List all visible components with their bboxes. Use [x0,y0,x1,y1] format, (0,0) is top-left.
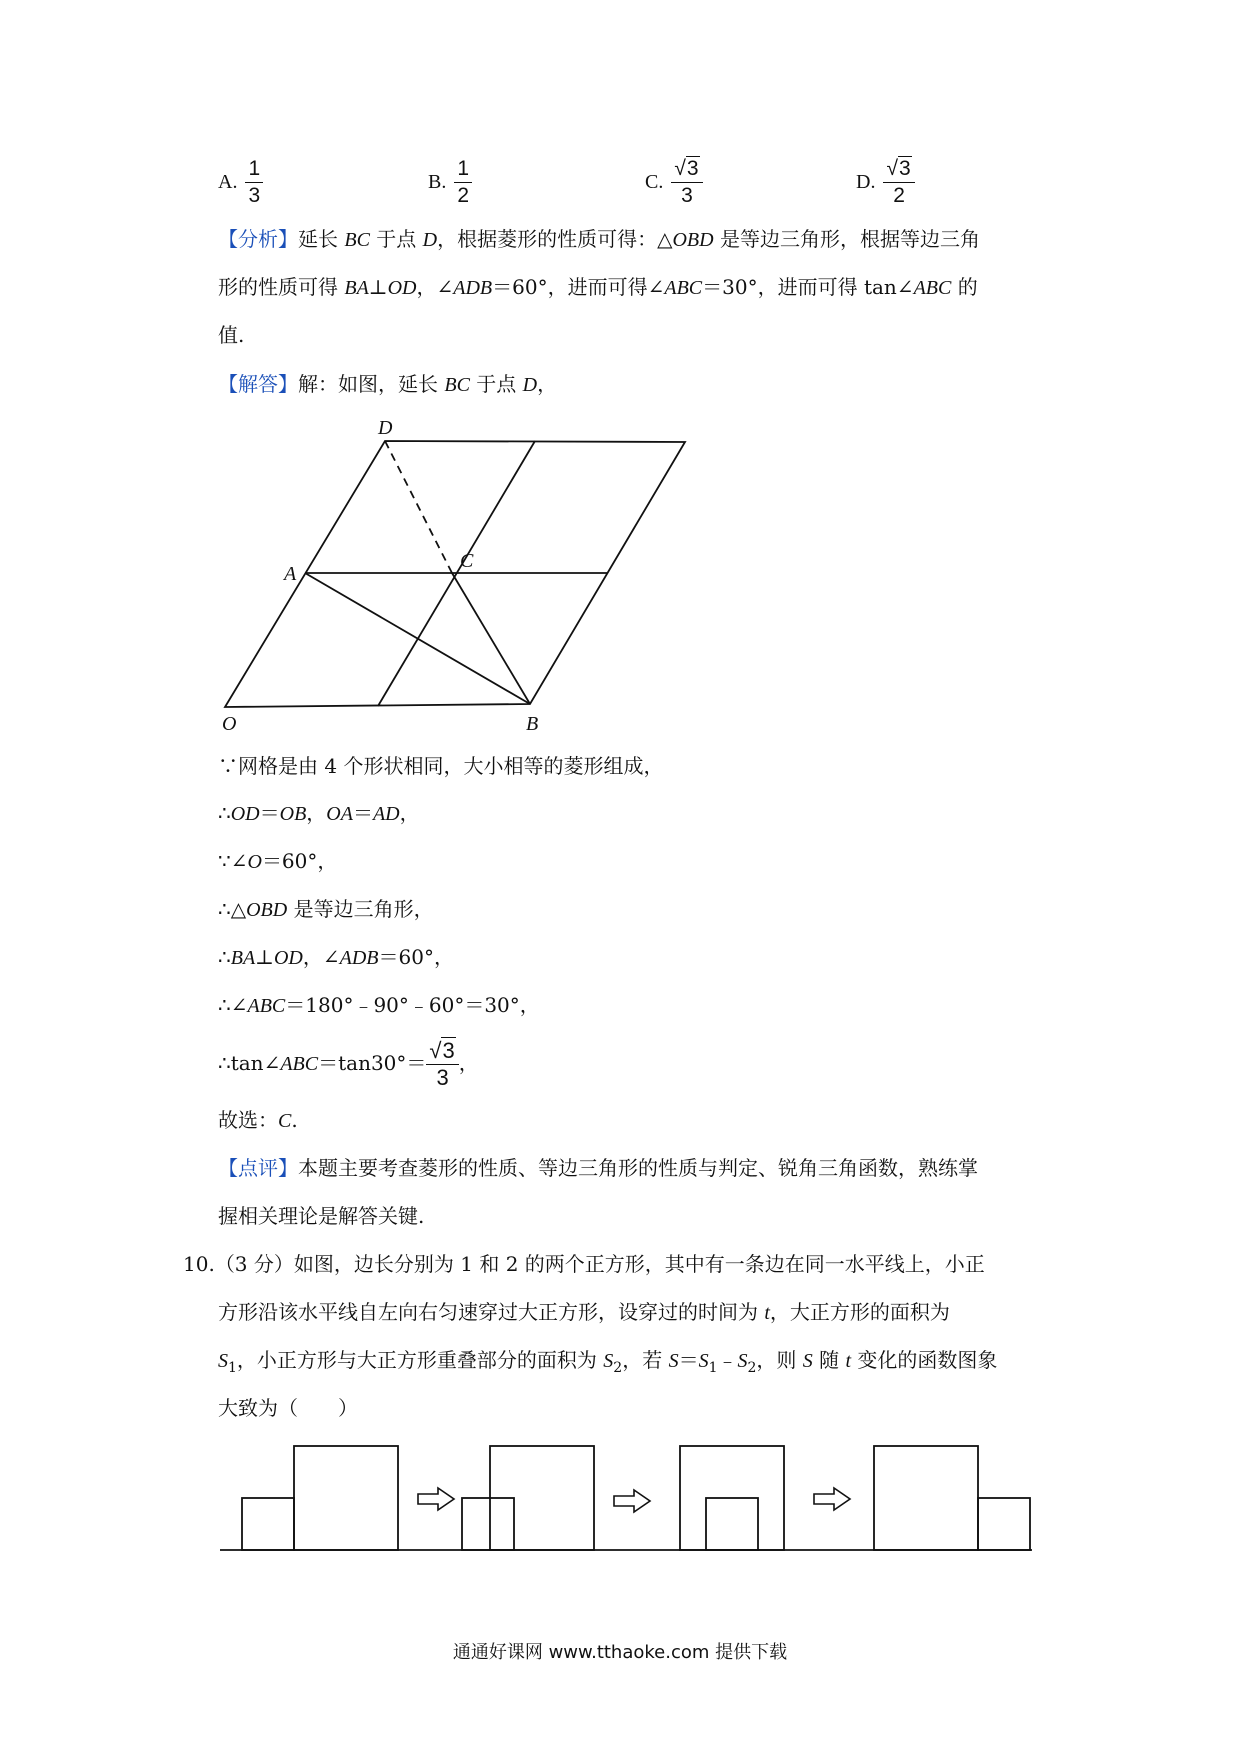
option-fraction: $\frac{1}{2}$ [454,156,472,209]
tan-fraction: $\frac{√3}{3}$ [426,1038,458,1091]
comment-line-2: 握相关理论是解答关键. [218,1204,425,1228]
option-label: C. [645,171,664,193]
question-line-4: 大致为（ ） [218,1396,358,1420]
option-d [856,156,915,209]
solution-step-5: ∴BA⊥OD，∠ADB＝60°， [218,945,454,969]
small-square [978,1498,1030,1550]
option-label: D. [856,171,876,193]
arrow-right-icon [418,1488,454,1510]
comment-tag: 【点评】 [218,1156,298,1180]
page-footer: 通通好课网 www.tthaoke.com 提供下载 [452,1642,788,1663]
question-number: 10. [183,1252,215,1276]
small-square [462,1498,514,1550]
arrow-right-icon [814,1488,850,1510]
solution-step-3: ∵∠O＝60°， [218,849,338,873]
solution-step-6: ∴∠ABC＝180°﹣90°﹣60°＝30°， [218,993,540,1017]
squares-motion-figure [210,1440,1040,1560]
option-fraction: $\frac{√3}{2}$ [883,156,914,209]
analysis-line-1: 【分析】延长 BC 于点 D，根据菱形的性质可得：△OBD 是等边三角形，根据等边三角 [218,227,980,251]
option-fraction: $\frac{√3}{3}$ [671,156,702,209]
solution-step-1: ∵网格是由 4 个形状相同，大小相等的菱形组成， [218,754,664,778]
analysis-tag: 【分析】 [218,227,298,251]
arrow-right-icon [614,1490,650,1512]
option-label: B. [428,171,447,193]
solution-intro: 【解答】解：如图，延长 BC 于点 D， [218,372,558,396]
option-c [645,156,703,209]
option-b [428,156,472,209]
solution-step-4: ∴△OBD 是等边三角形， [218,897,434,921]
comment-line-1: 【点评】本题主要考查菱形的性质、等边三角形的性质与判定、锐角三角函数，熟练掌 [218,1156,978,1180]
option-label: A. [218,171,238,193]
segment-bd-solid [452,573,530,704]
rhombus-grid-figure [210,410,700,730]
point-label-a: A [284,563,297,585]
small-square [242,1498,294,1550]
point-label-o: O [222,713,237,730]
point-label-b: B [526,713,539,730]
point-label-d: D [378,417,393,439]
solution-tag: 【解答】 [218,372,298,396]
segment-cd-dashed [385,441,452,573]
option-fraction: $\frac{1}{3}$ [245,156,263,209]
solution-tan-step: ∴tan∠ABC＝tan30°＝ $\frac{√3}{3}$ ， [218,1038,479,1090]
question-line-3: $S_1$，小正方形与大正方形重叠部分的面积为 $S_2$，若 $S=S_1﹣S_2$，则 S 随 t 变化的函数图象 [218,1348,998,1376]
sqrt-sign: √3 [429,1038,455,1063]
option-a [218,156,263,209]
large-square [294,1446,398,1550]
sqrt-sign: √3 [674,157,699,180]
solution-answer: 故选：C. [218,1108,298,1132]
analysis-line-3: 值. [218,323,245,347]
sqrt-sign: √3 [886,157,911,180]
question-line-1: 10.（3 分）如图，边长分别为 1 和 2 的两个正方形，其中有一条边在同一水平线上，小正 [183,1252,985,1276]
point-label-c: C [460,550,474,572]
segment-ab [305,573,530,704]
analysis-line-2: 形的性质可得 BA⊥OD，∠ADB＝60°，进而可得∠ABC＝30°，进而可得 tan∠ABC 的 [218,275,978,299]
small-square [706,1498,758,1550]
large-square [874,1446,978,1550]
question-line-2: 方形沿该水平线自左向右匀速穿过大正方形，设穿过的时间为 t，大正方形的面积为 [218,1300,950,1324]
solution-step-2: ∴OD＝OB，OA＝AD， [218,801,420,825]
